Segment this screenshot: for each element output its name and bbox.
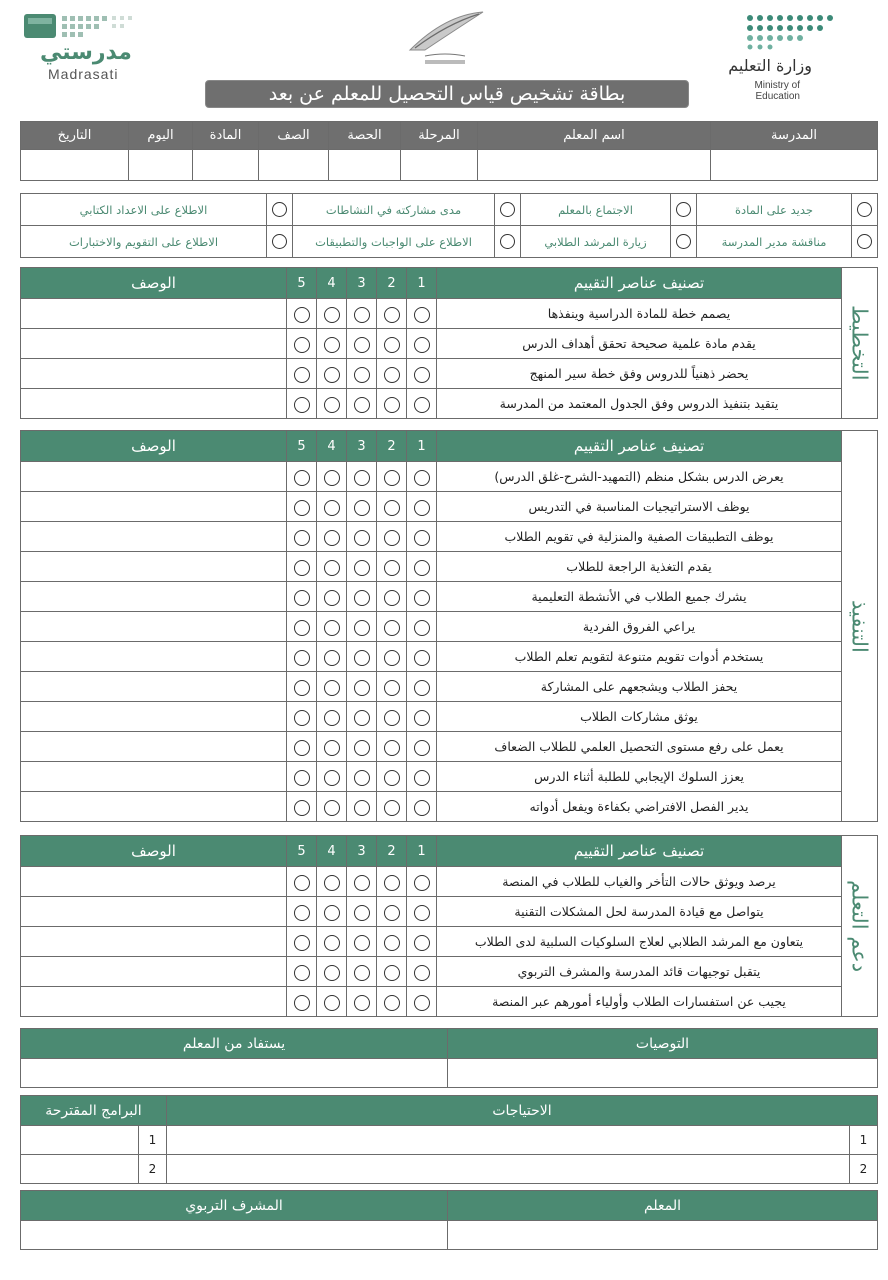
rating-radio[interactable]	[377, 492, 407, 522]
rating-radio[interactable]	[287, 492, 317, 522]
rating-radio[interactable]	[287, 672, 317, 702]
row-number: 1	[138, 1126, 166, 1155]
supervisor-signature-field[interactable]	[21, 1221, 448, 1250]
rating-radio[interactable]	[317, 462, 347, 492]
rating-radio[interactable]	[287, 359, 317, 389]
rating-radio[interactable]	[287, 957, 317, 987]
rating-radio[interactable]	[407, 299, 437, 329]
rating-radio[interactable]	[377, 762, 407, 792]
visit-options-table	[20, 193, 878, 257]
period-field[interactable]	[329, 150, 401, 181]
rating-radio[interactable]	[317, 299, 347, 329]
rating-radio[interactable]	[377, 299, 407, 329]
criteria-header: تصنيف عناصر التقييم	[437, 836, 842, 867]
rating-radio[interactable]	[317, 359, 347, 389]
option-label: مدى مشاركته في النشاطات	[293, 194, 495, 226]
description-field[interactable]	[21, 462, 287, 492]
criterion-text: يقدم التغذية الراجعة للطلاب	[437, 552, 842, 582]
date-field[interactable]	[21, 150, 129, 181]
scale-header: 1	[407, 268, 437, 299]
table-row	[21, 582, 878, 612]
table-row	[21, 552, 878, 582]
ministry-name-arabic: وزارة التعليم	[728, 56, 812, 75]
rating-radio[interactable]	[407, 642, 437, 672]
rating-radio[interactable]	[377, 957, 407, 987]
rating-radio[interactable]	[317, 582, 347, 612]
criterion-text: يعزز السلوك الإيجابي للطلبة أثناء الدرس	[437, 762, 842, 792]
option-label: الاطلاع على الاعداد الكتابي	[21, 194, 267, 226]
rating-radio[interactable]	[317, 389, 347, 419]
needs-header: الاحتياجات	[166, 1096, 877, 1126]
table-row	[21, 702, 878, 732]
brand-arabic: مدرستي	[40, 40, 132, 65]
rating-radio[interactable]	[347, 642, 377, 672]
programs-field[interactable]	[21, 1155, 139, 1184]
rating-radio[interactable]	[317, 612, 347, 642]
rating-radio[interactable]	[347, 732, 377, 762]
rating-radio[interactable]	[407, 792, 437, 822]
option-label: مناقشة مدير المدرسة	[697, 226, 852, 258]
option-label: الاطلاع على الواجبات والتطبيقات	[293, 226, 495, 258]
description-field[interactable]	[21, 612, 287, 642]
teacher-signature-field[interactable]	[448, 1221, 878, 1250]
rating-radio[interactable]	[407, 987, 437, 1017]
rating-radio[interactable]	[287, 329, 317, 359]
rating-radio[interactable]	[377, 672, 407, 702]
rating-radio[interactable]	[407, 552, 437, 582]
info-header-school: المدرسة	[711, 122, 878, 150]
scale-header: 2	[377, 431, 407, 462]
table-row	[21, 329, 878, 359]
rating-radio[interactable]	[347, 762, 377, 792]
description-field[interactable]	[21, 987, 287, 1017]
ministry-name-english: Ministry of Education	[754, 80, 800, 102]
section-planning	[20, 267, 878, 419]
description-field[interactable]	[21, 927, 287, 957]
rating-radio[interactable]	[377, 329, 407, 359]
rating-radio[interactable]	[287, 582, 317, 612]
rating-radio[interactable]	[347, 612, 377, 642]
criterion-text: يتعاون مع المرشد الطلابي لعلاج السلوكيات السلبية لدى الطلاب	[437, 927, 842, 957]
option-radio[interactable]	[495, 194, 521, 226]
option-radio[interactable]	[852, 194, 878, 226]
brand-english: Madrasati	[48, 66, 119, 82]
rating-radio[interactable]	[317, 702, 347, 732]
table-row	[21, 359, 878, 389]
scale-header: 1	[407, 431, 437, 462]
option-radio[interactable]	[495, 226, 521, 258]
rating-radio[interactable]	[317, 732, 347, 762]
rating-radio[interactable]	[347, 957, 377, 987]
rating-radio[interactable]	[317, 672, 347, 702]
rating-radio[interactable]	[347, 359, 377, 389]
criterion-text: يرصد ويوثق حالات التأخر والغياب للطلاب في المنصة	[437, 867, 842, 897]
rating-radio[interactable]	[347, 672, 377, 702]
rating-radio[interactable]	[317, 642, 347, 672]
rating-radio[interactable]	[377, 867, 407, 897]
rating-radio[interactable]	[377, 582, 407, 612]
day-field[interactable]	[129, 150, 193, 181]
section-learning-support	[20, 835, 878, 1017]
rating-radio[interactable]	[347, 329, 377, 359]
description-header: الوصف	[21, 268, 287, 299]
rating-radio[interactable]	[317, 957, 347, 987]
scale-header: 4	[317, 836, 347, 867]
rating-radio[interactable]	[317, 987, 347, 1017]
rating-radio[interactable]	[287, 792, 317, 822]
description-field[interactable]	[21, 389, 287, 419]
table-row	[21, 522, 878, 552]
table-row	[21, 897, 878, 927]
scale-header: 3	[347, 836, 377, 867]
section-label: التنفيذ	[842, 431, 878, 822]
table-row	[21, 792, 878, 822]
rating-radio[interactable]	[377, 389, 407, 419]
description-field[interactable]	[21, 867, 287, 897]
info-header-stage: المرحلة	[401, 122, 478, 150]
needs-field[interactable]	[166, 1126, 849, 1155]
description-field[interactable]	[21, 642, 287, 672]
info-header-teacher-name: اسم المعلم	[478, 122, 711, 150]
description-field[interactable]	[21, 792, 287, 822]
criteria-header: تصنيف عناصر التقييم	[437, 268, 842, 299]
table-row	[21, 672, 878, 702]
criterion-text: يقدم مادة علمية صحيحة تحقق أهداف الدرس	[437, 329, 842, 359]
option-radio[interactable]	[671, 194, 697, 226]
criterion-text: يجيب عن استفسارات الطلاب وأولياء أمورهم عبر المنصة	[437, 987, 842, 1017]
rating-radio[interactable]	[377, 702, 407, 732]
rating-radio[interactable]	[407, 762, 437, 792]
rating-radio[interactable]	[287, 299, 317, 329]
teacher-benefit-header: يستفاد من المعلم	[21, 1029, 448, 1059]
rating-radio[interactable]	[407, 897, 437, 927]
description-field[interactable]	[21, 329, 287, 359]
suggested-programs-header: البرامج المقترحة	[21, 1096, 167, 1126]
criterion-text: يتقبل توجيهات قائد المدرسة والمشرف التربوي	[437, 957, 842, 987]
teacher-info-table	[20, 121, 878, 181]
table-row	[21, 987, 878, 1017]
option-radio[interactable]	[852, 226, 878, 258]
ministry-dots-icon	[742, 12, 842, 50]
criterion-text: يعمل على رفع مستوى التحصيل العلمي للطلاب الضعاف	[437, 732, 842, 762]
description-field[interactable]	[21, 732, 287, 762]
info-header-date: التاريخ	[21, 122, 129, 150]
info-header-day: اليوم	[129, 122, 193, 150]
description-field[interactable]	[21, 702, 287, 732]
teacher-benefit-field[interactable]	[21, 1059, 448, 1088]
table-row	[21, 957, 878, 987]
criterion-text: يوظف التطبيقات الصفية والمنزلية في تقويم الطلاب	[437, 522, 842, 552]
rating-radio[interactable]	[407, 927, 437, 957]
rating-radio[interactable]	[317, 927, 347, 957]
option-radio[interactable]	[671, 226, 697, 258]
rating-radio[interactable]	[377, 522, 407, 552]
info-header-period: الحصة	[329, 122, 401, 150]
rating-radio[interactable]	[317, 792, 347, 822]
description-field[interactable]	[21, 359, 287, 389]
rating-radio[interactable]	[287, 462, 317, 492]
row-number: 1	[850, 1126, 878, 1155]
option-radio[interactable]	[267, 226, 293, 258]
scale-header: 1	[407, 836, 437, 867]
criterion-text: يدير الفصل الافتراضي بكفاءة ويفعل أدواته	[437, 792, 842, 822]
description-field[interactable]	[21, 552, 287, 582]
criterion-text: يوظف الاستراتيجيات المناسبة في التدريس	[437, 492, 842, 522]
rating-radio[interactable]	[317, 897, 347, 927]
rating-radio[interactable]	[377, 897, 407, 927]
programs-field[interactable]	[21, 1126, 139, 1155]
table-row	[21, 867, 878, 897]
criterion-text: يتواصل مع قيادة المدرسة لحل المشكلات التقنية	[437, 897, 842, 927]
rating-radio[interactable]	[347, 522, 377, 552]
rating-radio[interactable]	[287, 552, 317, 582]
rating-radio[interactable]	[407, 672, 437, 702]
rating-radio[interactable]	[317, 329, 347, 359]
description-field[interactable]	[21, 957, 287, 987]
rating-radio[interactable]	[377, 927, 407, 957]
rating-radio[interactable]	[347, 897, 377, 927]
description-header: الوصف	[21, 431, 287, 462]
criteria-header: تصنيف عناصر التقييم	[437, 431, 842, 462]
scale-header: 4	[317, 268, 347, 299]
table-row	[21, 642, 878, 672]
description-field[interactable]	[21, 522, 287, 552]
rating-radio[interactable]	[407, 867, 437, 897]
rating-radio[interactable]	[287, 762, 317, 792]
rating-radio[interactable]	[407, 462, 437, 492]
description-field[interactable]	[21, 582, 287, 612]
rating-radio[interactable]	[347, 299, 377, 329]
table-row	[21, 927, 878, 957]
scale-header: 3	[347, 431, 377, 462]
rating-radio[interactable]	[347, 927, 377, 957]
form-title: بطاقة تشخيص قياس التحصيل للمعلم عن بعد	[205, 80, 689, 108]
class-field[interactable]	[259, 150, 329, 181]
criterion-text: يوثق مشاركات الطلاب	[437, 702, 842, 732]
rating-radio[interactable]	[377, 732, 407, 762]
option-radio[interactable]	[267, 194, 293, 226]
rating-radio[interactable]	[407, 582, 437, 612]
rating-radio[interactable]	[317, 552, 347, 582]
table-row	[21, 389, 878, 419]
scale-header: 2	[377, 836, 407, 867]
recommendations-header: التوصيات	[448, 1029, 878, 1059]
signatures-table	[20, 1190, 878, 1250]
rating-radio[interactable]	[377, 987, 407, 1017]
teacher-name-field[interactable]	[478, 150, 711, 181]
section-label: دعم التعلم	[842, 836, 878, 1017]
rating-radio[interactable]	[287, 732, 317, 762]
rating-radio[interactable]	[377, 792, 407, 822]
rating-radio[interactable]	[407, 522, 437, 552]
criterion-text: يحضر ذهنياً للدروس وفق خطة سير المنهج	[437, 359, 842, 389]
criterion-text: يستخدم أدوات تقويم متنوعة لتقويم تعلم الطلاب	[437, 642, 842, 672]
criterion-text: يعرض الدرس بشكل منظم (التمهيد-الشرح-غلق الدرس)	[437, 462, 842, 492]
description-field[interactable]	[21, 672, 287, 702]
needs-field[interactable]	[166, 1155, 849, 1184]
rating-radio[interactable]	[407, 732, 437, 762]
option-label: جديد على المادة	[697, 194, 852, 226]
scale-header: 5	[287, 836, 317, 867]
info-header-subject: المادة	[193, 122, 259, 150]
rating-radio[interactable]	[347, 492, 377, 522]
rating-radio[interactable]	[347, 462, 377, 492]
scale-header: 5	[287, 431, 317, 462]
madrasati-logo	[20, 10, 150, 80]
rating-radio[interactable]	[347, 702, 377, 732]
option-label: زيارة المرشد الطلابي	[521, 226, 671, 258]
section-implementation	[20, 430, 878, 822]
madrasati-bars-icon	[22, 12, 142, 42]
rating-radio[interactable]	[317, 522, 347, 552]
rating-radio[interactable]	[347, 867, 377, 897]
description-field[interactable]	[21, 762, 287, 792]
stage-field[interactable]	[401, 150, 478, 181]
rating-radio[interactable]	[377, 612, 407, 642]
rating-radio[interactable]	[407, 329, 437, 359]
rating-radio[interactable]	[407, 492, 437, 522]
rating-radio[interactable]	[347, 792, 377, 822]
scale-header: 4	[317, 431, 347, 462]
criterion-text: يصمم خطة للمادة الدراسية وينفذها	[437, 299, 842, 329]
option-label: الاطلاع على التقويم والاختبارات	[21, 226, 267, 258]
rating-radio[interactable]	[407, 389, 437, 419]
table-row	[21, 299, 878, 329]
rating-radio[interactable]	[407, 957, 437, 987]
rating-radio[interactable]	[347, 552, 377, 582]
rating-radio[interactable]	[347, 389, 377, 419]
subject-field[interactable]	[193, 150, 259, 181]
rating-radio[interactable]	[317, 492, 347, 522]
table-row	[21, 612, 878, 642]
needs-table	[20, 1095, 878, 1184]
teacher-signature-header: المعلم	[448, 1191, 878, 1221]
school-field[interactable]	[711, 150, 878, 181]
rating-radio[interactable]	[347, 582, 377, 612]
rating-radio[interactable]	[287, 927, 317, 957]
rating-radio[interactable]	[407, 359, 437, 389]
description-field[interactable]	[21, 492, 287, 522]
recommendations-field[interactable]	[448, 1059, 878, 1088]
rating-radio[interactable]	[287, 897, 317, 927]
row-number: 2	[850, 1155, 878, 1184]
criterion-text: يحفز الطلاب ويشجعهم على المشاركة	[437, 672, 842, 702]
rating-radio[interactable]	[287, 702, 317, 732]
rating-radio[interactable]	[287, 612, 317, 642]
scale-header: 3	[347, 268, 377, 299]
criterion-text: يشرك جميع الطلاب في الأنشطة التعليمية	[437, 582, 842, 612]
scale-header: 2	[377, 268, 407, 299]
supervisor-signature-header: المشرف التربوي	[21, 1191, 448, 1221]
row-number: 2	[138, 1155, 166, 1184]
rating-radio[interactable]	[407, 612, 437, 642]
recommendations-table	[20, 1028, 878, 1088]
rating-radio[interactable]	[377, 462, 407, 492]
section-label: التخطيط	[842, 268, 878, 419]
table-row	[21, 762, 878, 792]
rating-radio[interactable]	[287, 987, 317, 1017]
rating-radio[interactable]	[287, 867, 317, 897]
rating-radio[interactable]	[317, 867, 347, 897]
criterion-text: يتقيد بتنفيذ الدروس وفق الجدول المعتمد من المدرسة	[437, 389, 842, 419]
description-field[interactable]	[21, 897, 287, 927]
rating-radio[interactable]	[287, 642, 317, 672]
rating-radio[interactable]	[347, 987, 377, 1017]
table-row	[21, 732, 878, 762]
info-header-class: الصف	[259, 122, 329, 150]
criterion-text: يراعي الفروق الفردية	[437, 612, 842, 642]
rating-radio[interactable]	[377, 552, 407, 582]
ministry-logo	[720, 12, 860, 102]
table-row	[21, 492, 878, 522]
rating-radio[interactable]	[287, 389, 317, 419]
option-label: الاجتماع بالمعلم	[521, 194, 671, 226]
table-row	[21, 462, 878, 492]
description-header: الوصف	[21, 836, 287, 867]
feather-emblem-icon	[395, 10, 495, 70]
description-field[interactable]	[21, 299, 287, 329]
rating-radio[interactable]	[317, 762, 347, 792]
rating-radio[interactable]	[377, 359, 407, 389]
scale-header: 5	[287, 268, 317, 299]
rating-radio[interactable]	[407, 702, 437, 732]
rating-radio[interactable]	[287, 522, 317, 552]
rating-radio[interactable]	[377, 642, 407, 672]
